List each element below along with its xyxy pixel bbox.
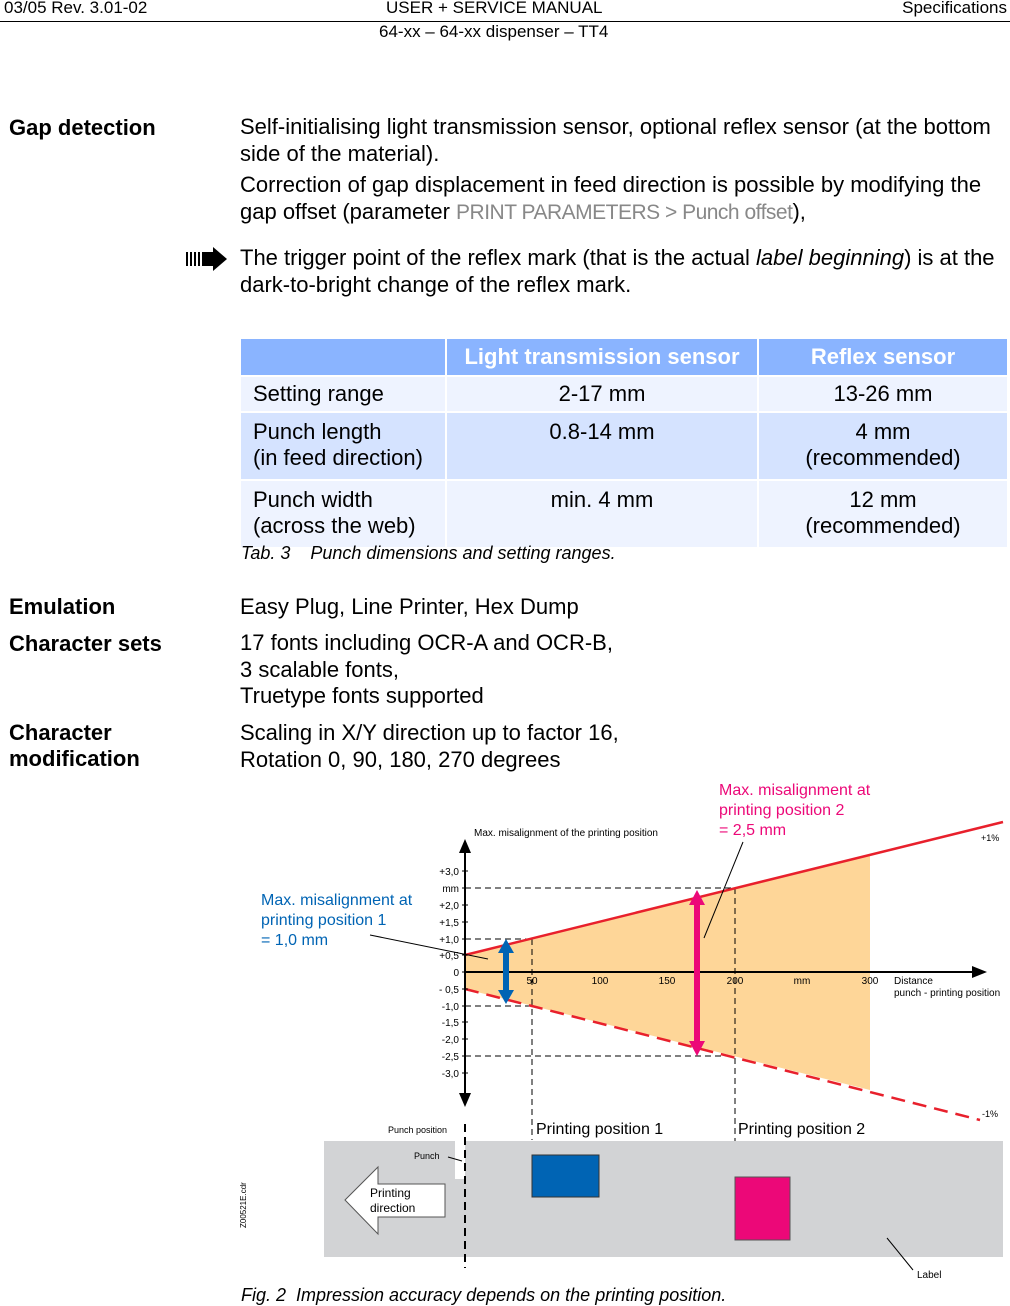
x-tick-label: 50 [526, 976, 538, 987]
y-tick-label: -2,0 [441, 1035, 459, 1046]
header-revision: 03/05 Rev. 3.01-02 [4, 0, 148, 17]
plus-one-percent: +1% [981, 833, 1000, 843]
callout1 [261, 892, 413, 949]
th-light: Light transmission sensor [446, 338, 758, 376]
minus-one-percent: -1% [982, 1109, 999, 1119]
parameter-path: PRINT PARAMETERS > Punch offset [456, 200, 793, 224]
cell: 13-26 mm [758, 376, 1008, 412]
direction-text-1: Printing [370, 1186, 411, 1200]
x-axis-label: Distance [894, 976, 933, 987]
table-caption: Tab. 3 Punch dimensions and setting ranges. [241, 543, 616, 563]
figure-caption: Fig. 2 Impression accuracy depends on the printing position. [241, 1285, 727, 1305]
print-position-2-mark [735, 1177, 790, 1240]
charmod-title: Character modification [9, 720, 140, 771]
y-tick-label: mm [442, 884, 459, 895]
y-tick-label: - 0,5 [438, 985, 459, 996]
y-tick-label: +1,5 [439, 918, 459, 929]
y-tick-label: +2,0 [439, 901, 459, 912]
printing-position-1-label: Printing position 1 [536, 1121, 664, 1138]
emulation-title: Emulation [9, 594, 116, 619]
label-text: Label [917, 1270, 942, 1281]
x-axis-arrow [972, 966, 987, 978]
svg-text:printing position 1: printing position 1 [261, 912, 387, 929]
charsets-text: 17 fonts including OCR-A and OCR-B, 3 scalable fonts, Truetype fonts supported [240, 630, 613, 708]
x-tick-label: 100 [591, 976, 609, 987]
x-tick-label: 150 [658, 976, 676, 987]
gap-p2-end: ), [792, 198, 806, 224]
header-subtitle: 64-xx – 64-xx dispenser – TT4 [379, 22, 609, 41]
cell: 2-17 mm [446, 376, 758, 412]
y-tick-label: 0 [453, 968, 459, 979]
charmod-text: Scaling in X/Y direction up to factor 16, Rotation 0, 90, 180, 270 degrees [240, 720, 619, 772]
cell: Setting range [240, 376, 446, 412]
cell: 12 mm (recommended) [758, 480, 1008, 548]
th-reflex: Reflex sensor [758, 338, 1008, 376]
x-tick-label: mm [793, 976, 811, 987]
y-tick-label: +3,0 [439, 867, 459, 878]
cell: min. 4 mm [446, 480, 758, 548]
cell: 4 mm (recommended) [758, 412, 1008, 480]
y-tick-label: -2,5 [441, 1052, 459, 1063]
y-axis-arrow-up [459, 839, 471, 853]
x-tick-label: 200 [726, 976, 744, 987]
x-axis-label-2: punch - printing position [894, 988, 1001, 999]
y-tick-label: +0,5 [439, 951, 459, 962]
x-tick-label: 300 [861, 976, 879, 987]
file-id: Z00521E.cdr [239, 1182, 248, 1228]
note-a: The trigger point of the reflex mark (that is the actual [240, 245, 757, 270]
note-b: ) is at the dark-to-bright change of the reflex mark. [240, 245, 995, 297]
svg-text:printing position 2: printing position 2 [719, 802, 845, 819]
punch-position-label: Punch position [388, 1125, 448, 1135]
svg-text:Max. misalignment at: Max. misalignment at [719, 782, 871, 799]
y-tick-label: -1,5 [441, 1018, 459, 1029]
charsets-title: Character sets [9, 631, 162, 656]
y-tick-label: -1,0 [441, 1002, 459, 1013]
direction-text-2: direction [370, 1201, 416, 1215]
cell: 0.8-14 mm [446, 412, 758, 480]
y-axis-arrow-down [459, 1093, 471, 1107]
svg-text:Max. misalignment at: Max. misalignment at [261, 892, 413, 909]
cell: Punch length (in feed direction) [240, 412, 446, 480]
emulation-text: Easy Plug, Line Printer, Hex Dump [240, 594, 579, 619]
y-tick-label: -3,0 [441, 1069, 459, 1080]
printing-position-2-label: Printing position 2 [738, 1121, 866, 1138]
svg-text:= 2,5 mm: = 2,5 mm [719, 822, 787, 839]
header-title: USER + SERVICE MANUAL [386, 0, 603, 17]
svg-text:= 1,0 mm: = 1,0 mm [261, 932, 329, 949]
y-axis-title: Max. misalignment of the printing position [474, 828, 658, 839]
header-section: Specifications [902, 0, 1007, 17]
print-position-1-mark [532, 1155, 599, 1197]
gap-p1: Self-initialising light transmission sensor, optional reflex sensor (at the bottom side of the material). [240, 114, 991, 166]
cell: Punch width (across the web) [240, 480, 446, 548]
punch-label: Punch [414, 1151, 440, 1161]
note-emphasis: label beginning [756, 245, 905, 270]
gap-detection-title: Gap detection [9, 115, 156, 140]
gap-p2-text: Correction of gap displacement in feed direction is possible by modifying the gap offset (parameter [240, 172, 982, 224]
callout2 [719, 782, 871, 839]
y-tick-label: +1,0 [439, 935, 459, 946]
